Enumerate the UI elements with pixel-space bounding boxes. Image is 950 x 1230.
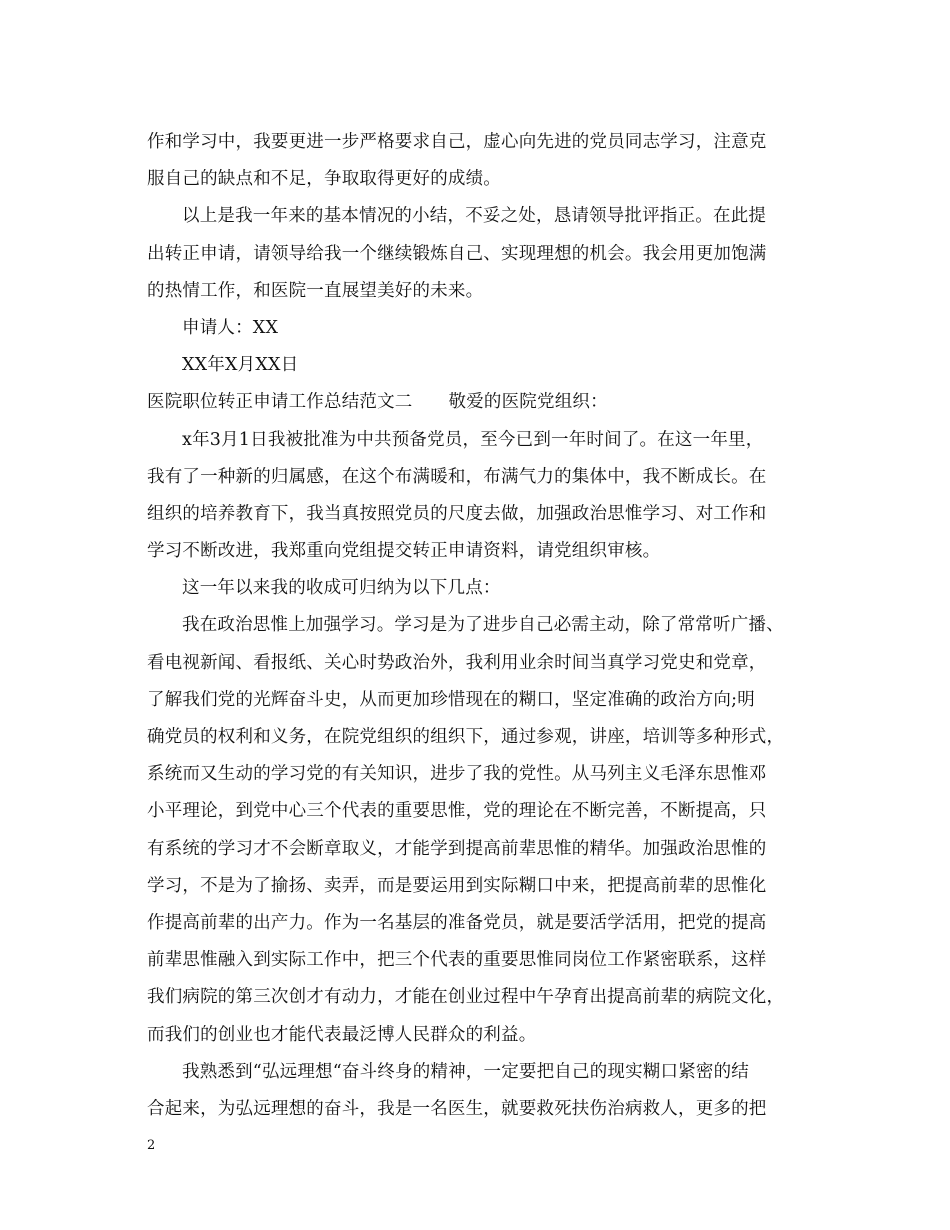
- text-line: 而我们的创业也才能代表最泛博人民群众的利益。: [147, 1024, 537, 1045]
- text-line: x年3月1日我被批准为中共预备党员，至今已到一年时间了。在这一年里，: [182, 429, 764, 450]
- text-line: 服自己的缺点和不足，争取取得更好的成绩。: [147, 169, 501, 190]
- text-line: 合起来，为弘远理想的奋斗，我是一名医生，就要救死扶伤治病救人，更多的把: [147, 1098, 767, 1119]
- text-line: 学习，不是为了揄扬、卖弄，而是要运用到实际糊口中来，把提高前辈的思惟化: [147, 875, 767, 896]
- text-line: 组织的培养教育下，我当真按照党员的尺度去做，加强政治思惟学习、对工作和: [147, 503, 767, 524]
- text-line: 作和学习中，我要更进一步严格要求自己，虚心向先进的党员同志学习，注意克: [147, 132, 767, 152]
- section-title: 医院职位转正申请工作总结范文二: [147, 392, 413, 413]
- text-line: 我有了一种新的归属感，在这个布满暖和，布满气力的集体中，我不断成长。在: [147, 466, 767, 487]
- page-number: 2: [147, 1138, 156, 1153]
- text-line: 我熟悉到“弘远理想“奋斗终身的精神，一定要把自己的现实糊口紧密的结: [182, 1061, 749, 1082]
- text-line: 前辈思惟融入到实际工作中，把三个代表的重要思惟同岗位工作紧密联系，这样: [147, 950, 767, 971]
- applicant-line: 申请人：XX: [182, 317, 279, 338]
- section-heading-line: [147, 384, 807, 421]
- text-line: 系统而又生动的学习党的有关知识，进步了我的党性。从马列主义毛泽东思惟邓: [147, 764, 767, 785]
- salutation: 敬爱的医院党组织：: [448, 392, 608, 413]
- text-line: 这一年以来我的收成可归纳为以下几点：: [182, 578, 501, 599]
- text-line: 的热情工作，和医院一直展望美好的未来。: [147, 280, 484, 301]
- document-body: [147, 124, 807, 1128]
- text-line: 我在政治思惟上加强学习。学习是为了进步自己必需主动，除了常常听广播、: [182, 615, 784, 636]
- text-line: 作提高前辈的出产力。作为一名基层的准备党员，就是要活学活用，把党的提高: [147, 912, 767, 933]
- text-line: 了解我们党的光辉奋斗史，从而更加珍惜现在的糊口，坚定准确的政治方向;明: [147, 689, 755, 710]
- text-line: 小平理论，到党中心三个代表的重要思惟，党的理论在不断完善，不断提高，只: [147, 801, 767, 822]
- text-line: 出转正申请，请领导给我一个继续锻炼自己、实现理想的机会。我会用更加饱满: [147, 243, 767, 264]
- text-line: 学习不断改进，我郑重向党组提交转正申请资料，请党组织审核。: [147, 541, 661, 562]
- text-line: 有系统的学习才不会断章取义，才能学到提高前辈思惟的精华。加强政治思惟的: [147, 838, 767, 859]
- text-line: 看电视新闻、看报纸、关心时势政治外，我利用业余时间当真学习党史和党章，: [147, 652, 767, 673]
- text-line: 我们病院的第三次创才有动力，才能在创业过程中午孕育出提高前辈的病院文化，: [147, 987, 785, 1008]
- text-line: 确党员的权利和义务，在院党组织的组织下，通过参观，讲座，培训等多种形式，: [147, 727, 785, 747]
- text-line: 以上是我一年来的基本情况的小结，不妥之处，恳请领导批评指正。在此提: [182, 206, 767, 227]
- date-line: XX年X月XX日: [182, 355, 299, 376]
